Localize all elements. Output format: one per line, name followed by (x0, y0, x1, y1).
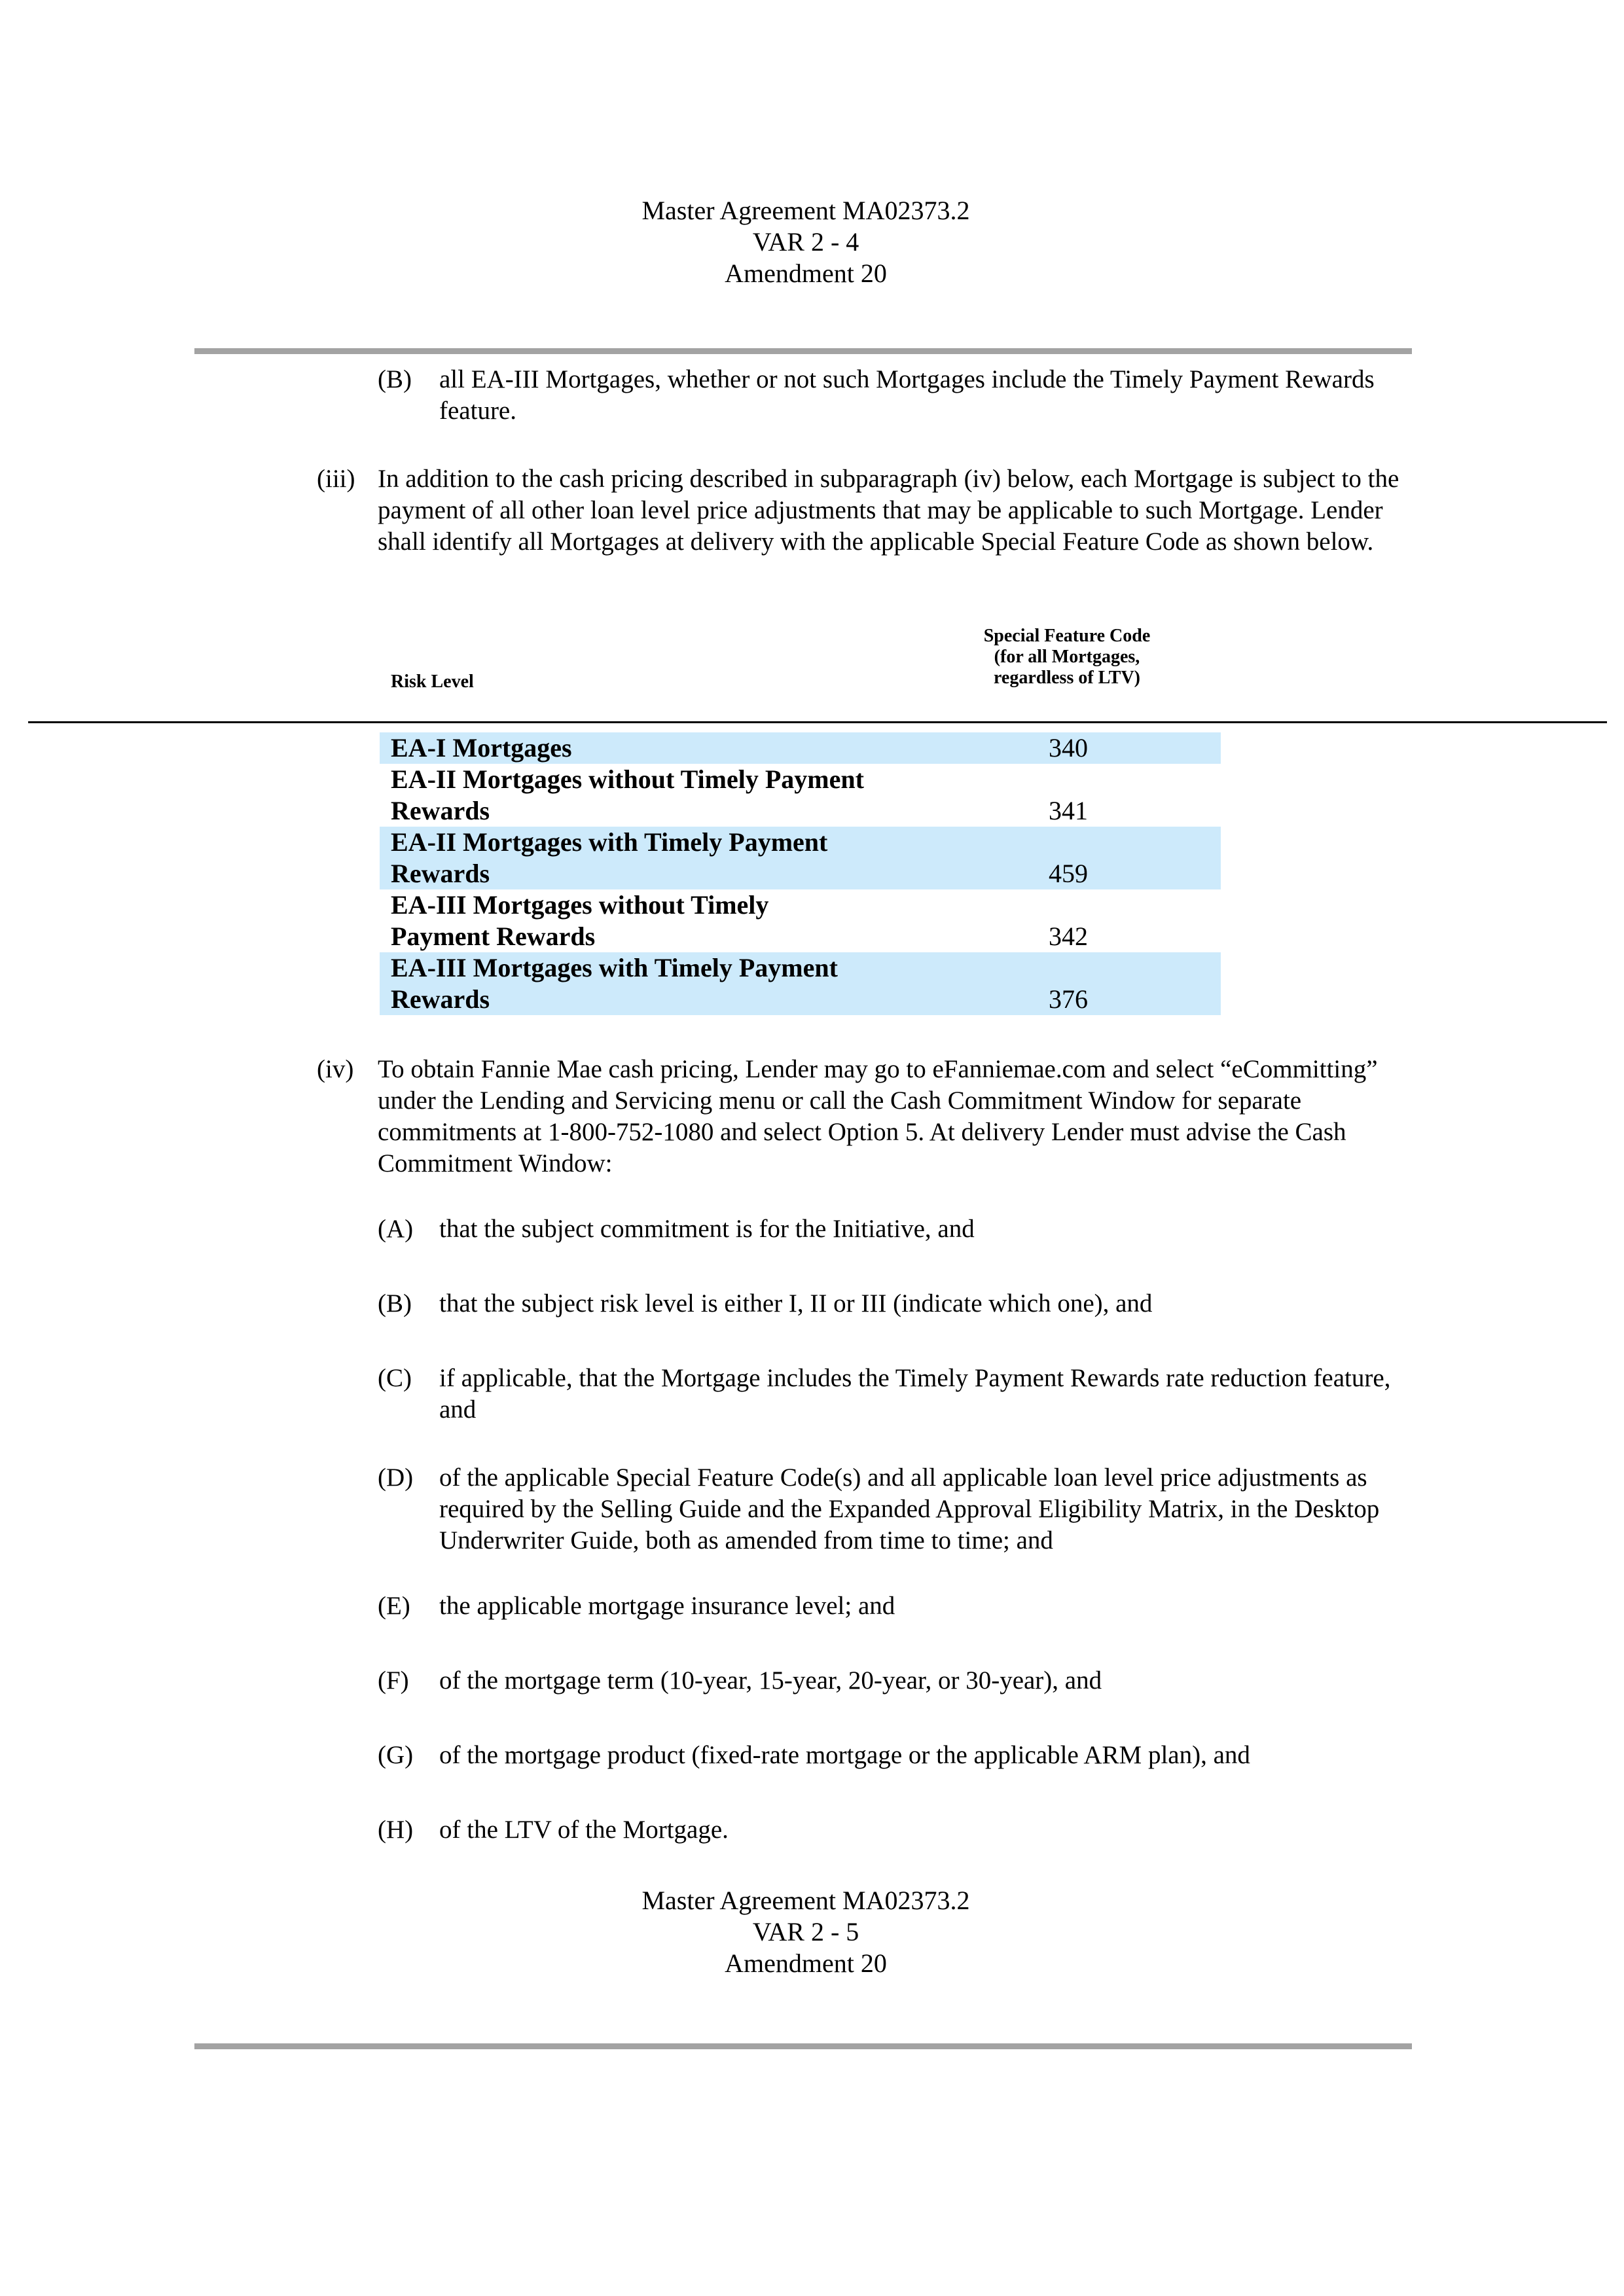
risk-level-text: EA-III Mortgages without Timely (391, 890, 769, 920)
top-page-header (0, 195, 1612, 289)
clause-label: (G) (378, 1741, 414, 1769)
special-feature-code-cell: 342 (1049, 922, 1088, 951)
risk-level-cell (391, 732, 928, 764)
header-amendment: Amendment 20 (725, 1948, 887, 1978)
table-row (380, 764, 1221, 827)
risk-level-text: EA-II Mortgages with Timely Payment (391, 827, 828, 857)
header-var-page: VAR 2 - 4 (752, 227, 859, 257)
risk-level-text: Rewards (391, 859, 490, 888)
table-row (380, 952, 1221, 1015)
clause-text: of the LTV of the Mortgage. (439, 1816, 729, 1844)
clause-text: of the applicable Special Feature Code(s) and all applicable loan level price adjustments as required by the Selling Guide and the Expanded Approval Eligibility Matrix, in the Desktop Underwriter Guide, both as amended from time to time; and (439, 1463, 1380, 1554)
table-row (380, 732, 1221, 764)
clause-label: (iv) (317, 1055, 354, 1083)
special-feature-code-cell: 341 (1049, 796, 1088, 825)
header-line: (for all Mortgages, (994, 647, 1140, 667)
clause-text: that the subject risk level is either I, II or III (indicate which one), and (439, 1289, 1153, 1318)
risk-level-text: EA-III Mortgages with Timely Payment (391, 953, 838, 982)
clause-text: the applicable mortgage insurance level; and (439, 1592, 895, 1620)
clause-label: (E) (378, 1592, 410, 1620)
table-row (380, 889, 1221, 952)
clause-text: that the subject commitment is for the Initiative, and (439, 1215, 975, 1243)
clause-text: To obtain Fannie Mae cash pricing, Lender may go to eFanniemae.com and select “eCommitting” under the Lending and Servicing menu or call the Cash Commitment Window for separate commitments at 1-800-752-1080 and select Option 5. At delivery Lender must advise the Cash Commitment Window: (378, 1055, 1378, 1177)
clause-text: of the mortgage product (fixed-rate mortgage or the applicable ARM plan), and (439, 1741, 1250, 1769)
table-row (380, 827, 1221, 889)
clause-label: (H) (378, 1816, 414, 1844)
header-line: regardless of LTV) (994, 668, 1140, 688)
risk-level-cell (391, 952, 928, 1015)
clause-text: of the mortgage term (10-year, 15-year, 20-year, or 30-year), and (439, 1666, 1102, 1695)
header-amendment: Amendment 20 (725, 259, 887, 288)
special-feature-code-cell: 459 (1049, 859, 1088, 888)
risk-level-text: EA-I Mortgages (391, 733, 572, 762)
header-agreement-number: Master Agreement MA02373.2 (641, 196, 970, 225)
risk-level-cell (391, 764, 928, 827)
risk-level-cell (391, 827, 928, 889)
special-feature-code-cell: 340 (1049, 733, 1088, 762)
clause-text: In addition to the cash pricing described in subparagraph (iv) below, each Mortgage is subject to the payment of all other loan level price adjustments that may be applicable to such Mortgage. Lender shall identify all Mortgages at delivery with the applicable Special Feature Code as shown below. (378, 465, 1399, 556)
clause-label: (B) (378, 365, 412, 393)
header-divider (194, 348, 1412, 354)
clause-label: (iii) (317, 465, 355, 493)
clause-label: (D) (378, 1463, 414, 1492)
footer-divider (194, 2043, 1412, 2049)
clause-text: all EA-III Mortgages, whether or not such Mortgages include the Timely Payment Rewards feature. (439, 365, 1375, 425)
header-var-page: VAR 2 - 5 (752, 1917, 859, 1946)
risk-level-text: Rewards (391, 796, 490, 825)
risk-level-cell (391, 889, 928, 952)
header-agreement-number: Master Agreement MA02373.2 (641, 1886, 970, 1915)
table-header-risk-level: Risk Level (391, 672, 474, 692)
clause-label: (A) (378, 1215, 414, 1243)
risk-level-text: EA-II Mortgages without Timely Payment (391, 764, 864, 794)
clause-label: (C) (378, 1364, 412, 1392)
header-line: Special Feature Code (983, 626, 1151, 646)
clause-text: if applicable, that the Mortgage includes the Timely Payment Rewards rate reduction feature, and (439, 1364, 1391, 1424)
risk-level-text: Rewards (391, 984, 490, 1014)
special-feature-code-cell: 376 (1049, 984, 1088, 1014)
table-header-special-feature-code (936, 626, 1198, 689)
table-header-rule (28, 721, 1607, 723)
clause-label: (B) (378, 1289, 412, 1318)
risk-level-text: Payment Rewards (391, 922, 596, 951)
clause-label: (F) (378, 1666, 409, 1695)
bottom-page-header (0, 1885, 1612, 1979)
